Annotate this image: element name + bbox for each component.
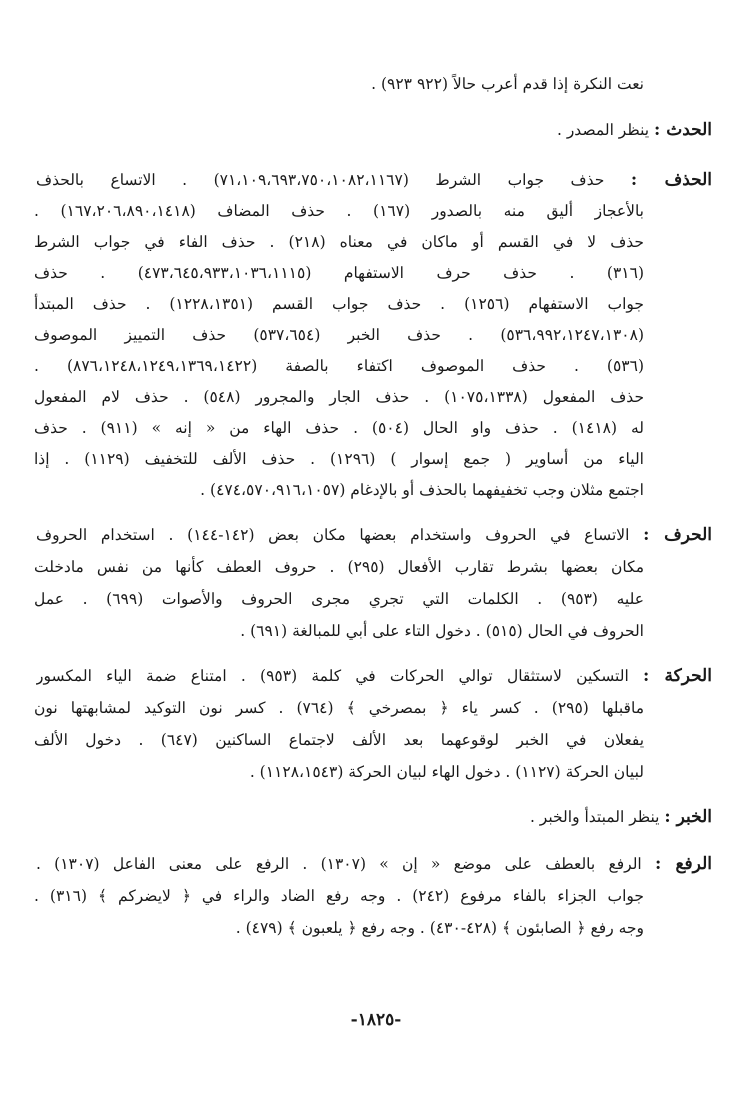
entry-raf-line-3: وجه رفع ﴿ الصابئون ﴾ (٤٢٨-٤٣٠) . وجه رفع ﴿ يلعبون ﴾ (٤٧٩) . — [235, 919, 644, 937]
entry-hadhf-line-3: حذف لا في القسم أو ماكان في معناه (٢١٨) . حذف الفاء في جواب الشرط — [34, 233, 644, 251]
entry-term: الحذف : — [630, 170, 712, 190]
entry-text: الرفع بالعطف على موضع « إن » (١٣٠٧) . الرفع على معنى الفاعل (١٣٠٧) . — [36, 855, 642, 873]
entry-harf-line-4: الحروف في الحال (٥١٥) . دخول التاء على أبي للمبالغة (٦٩١) . — [240, 622, 644, 640]
page-number: -١٨٢٥- — [350, 1010, 402, 1030]
entry-term: الحرف : — [643, 525, 712, 545]
entry-harf-line-3: عليه (٩٥٣) . الكلمات التي تجري مجرى الحروف والأصوات (٦٩٩) . عمل — [34, 590, 644, 608]
entry-naat-line: نعت النكرة إذا قدم أعرب حالاً (٩٢٢ ٩٢٣) . — [371, 75, 644, 93]
entry-term: الرفع : — [654, 854, 712, 874]
entry-term: الحدث : — [654, 120, 712, 140]
entry-raf-line-1 — [36, 852, 712, 876]
entry-harf-line-1 — [36, 523, 712, 547]
entry-khabar — [530, 805, 712, 829]
entry-text: الاتساع في الحروف واستخدام بعضها مكان بعض (١٤٢-١٤٤) . استخدام الحروف — [36, 526, 630, 544]
entry-term: الحركة : — [643, 666, 712, 686]
entry-text: التسكين لاستثقال توالي الحركات في كلمة (٩٥٣) . امتناع ضمة الياء المكسور — [36, 667, 629, 685]
entry-hadhf-line-8: حذف المفعول (١٠٧٥،١٣٣٨) . حذف الجار والمجرور (٥٤٨) . حذف لام المفعول — [34, 388, 644, 406]
entry-text: حذف جواب الشرط (٧١،١٠٩،٦٩٣،٧٥٠،١٠٨٢،١١٦٧) . الاتساع بالحذف — [36, 171, 605, 189]
entry-haraka-line-3: يفعلان في الخبر لوقوعهما بعد الألف لاجتماع الساكنين (٦٤٧) . دخول الألف — [34, 731, 644, 749]
entry-haraka-line-1 — [36, 664, 712, 688]
entry-harf-line-2: مكان بعضها بشرط تقارب الأفعال (٢٩٥) . حروف العطف كأنها من نفس مادخلت — [34, 558, 644, 576]
entry-haraka-line-4: لبيان الحركة (١١٢٧) . دخول الهاء لبيان الحركة (١١٢٨،١٥٤٣) . — [249, 763, 644, 781]
entry-text: ينظر المبتدأ والخبر . — [529, 808, 660, 826]
entry-hadhf-line-6: (٥٣٦،٩٩٢،١٢٤٧،١٣٠٨) . حذف الخبر (٥٣٧،٦٥٤) حذف التمييز الموصوف — [34, 326, 644, 344]
entry-hadhf-line-10: الياء من أساوير ( جمع إسوار ) (١٢٩٦) . حذف الألف للتخفيف (١١٢٩) . إذا — [34, 450, 644, 468]
entry-hadhf-line-7: (٥٣٦) . حذف الموصوف اكتفاء بالصفة (٨٧٦،١٢٤٨،١٢٤٩،١٣٦٩،١٤٢٢) . — [34, 357, 644, 375]
entry-haraka-line-2: ماقبلها (٢٩٥) . كسر ياء ﴿ بمصرخي ﴾ (٧٦٤) . كسر نون التوكيد لمشابهتها نون — [34, 699, 644, 717]
entry-hadhf-line-11: اجتمع مثلان وجب تخفيفهما بالحذف أو بالإدغام (٤٧٤،٥٧٠،٩١٦،١٠٥٧) . — [200, 481, 644, 499]
entry-hadhf-line-4: (٣١٦) . حذف حرف الاستفهام (٤٧٣،٦٤٥،٩٣٣،١٠٣٦،١١١٥) . حذف — [34, 264, 644, 282]
entry-raf-line-2: جواب الجزاء بالفاء مرفوع (٢٤٢) . وجه رفع الضاد والراء في ﴿ لايضركم ﴾ (٣١٦) . — [34, 887, 644, 905]
entry-term: الخبر : — [664, 807, 712, 827]
entry-hadhf-line-2: بالأعجاز أليق منه بالصدور (١٦٧) . حذف المضاف (١٦٧،٢٠٦،٨٩٠،١٤١٨) . — [34, 202, 644, 220]
entry-hadhf-line-5: جواب الاستفهام (١٢٥٦) . حذف جواب القسم (١٢٢٨،١٣٥١) . حذف المبتدأ — [34, 295, 644, 313]
entry-hadhf-line-1 — [36, 168, 712, 192]
entry-text: ينظر المصدر . — [556, 121, 650, 139]
entry-hadhf-line-9: له (١٤١٨) . حذف واو الحال (٥٠٤) . حذف الهاء من « إنه » (٩١١) . حذف — [34, 419, 644, 437]
entry-hadath — [557, 118, 712, 142]
